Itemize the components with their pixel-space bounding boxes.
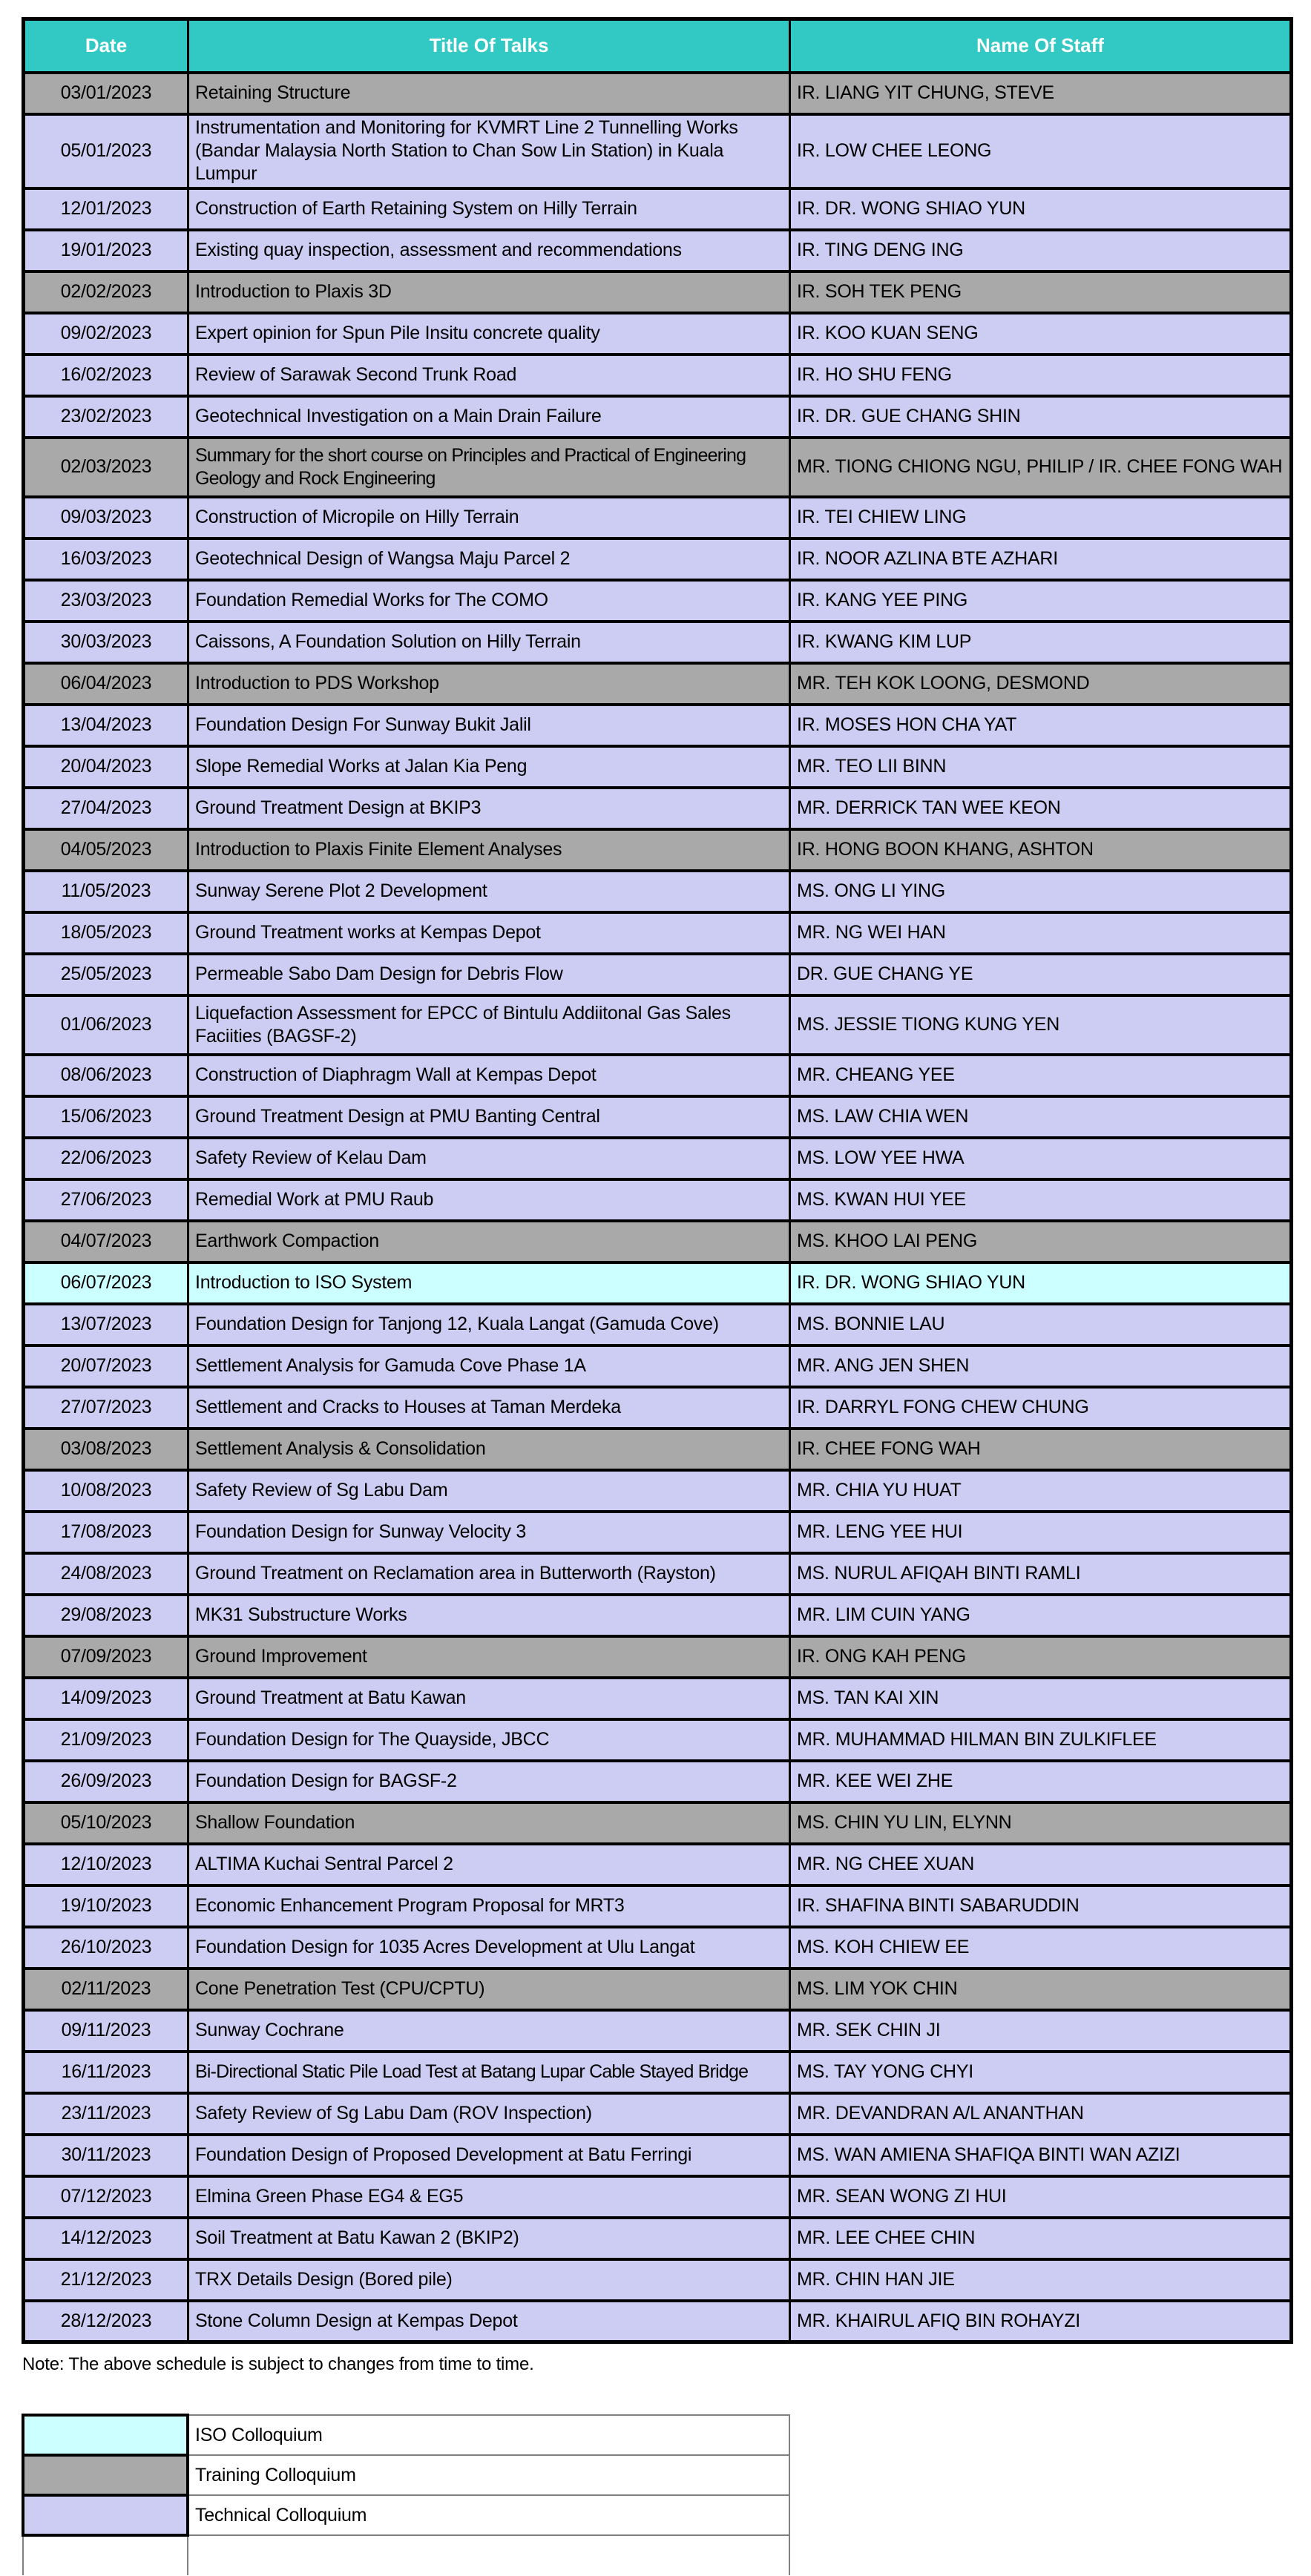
title-cell: Introduction to Plaxis 3D xyxy=(188,271,790,313)
date-cell: 06/04/2023 xyxy=(24,663,188,705)
table-row xyxy=(24,396,1292,438)
staff-cell: MR. NG CHEE XUAN xyxy=(790,1844,1292,1885)
date-cell: 09/11/2023 xyxy=(24,2010,188,2052)
staff-cell: IR. KWANG KIM LUP xyxy=(790,622,1292,663)
table-row xyxy=(24,1055,1292,1096)
date-cell: 30/11/2023 xyxy=(24,2135,188,2176)
date-cell: 23/02/2023 xyxy=(24,396,188,438)
date-cell: 08/06/2023 xyxy=(24,1055,188,1096)
title-cell: Geotechnical Investigation on a Main Drain Failure xyxy=(188,396,790,438)
table-row xyxy=(24,1470,1292,1512)
title-cell: Expert opinion for Spun Pile Insitu concrete quality xyxy=(188,313,790,355)
table-row xyxy=(24,271,1292,313)
table-header xyxy=(24,19,1292,73)
staff-cell: MR. KEE WEI ZHE xyxy=(790,1761,1292,1802)
legend-color-swatch-training xyxy=(23,2455,188,2495)
title-cell: Economic Enhancement Program Proposal for MRT3 xyxy=(188,1885,790,1927)
staff-cell: MR. DEVANDRAN A/L ANANTHAN xyxy=(790,2093,1292,2135)
date-cell: 21/12/2023 xyxy=(24,2259,188,2301)
date-cell: 06/07/2023 xyxy=(24,1262,188,1304)
staff-cell: IR. DARRYL FONG CHEW CHUNG xyxy=(790,1387,1292,1429)
date-cell: 12/01/2023 xyxy=(24,188,188,230)
legend-empty-cell xyxy=(188,2535,789,2575)
title-cell: Instrumentation and Monitoring for KVMRT Line 2 Tunnelling Works (Bandar Malaysia North Station to Chan Sow Lin Station) in Kuala Lumpur xyxy=(188,114,790,188)
staff-cell: MR. SEAN WONG ZI HUI xyxy=(790,2176,1292,2218)
title-cell: Construction of Diaphragm Wall at Kempas Depot xyxy=(188,1055,790,1096)
date-cell: 30/03/2023 xyxy=(24,622,188,663)
date-cell: 03/08/2023 xyxy=(24,1429,188,1470)
date-cell: 23/03/2023 xyxy=(24,580,188,622)
table-row xyxy=(24,1595,1292,1636)
title-cell: Foundation Design for BAGSF-2 xyxy=(188,1761,790,1802)
title-cell: Foundation Design of Proposed Development at Batu Ferringi xyxy=(188,2135,790,2176)
staff-cell: MR. LENG YEE HUI xyxy=(790,1512,1292,1553)
staff-cell: IR. SHAFINA BINTI SABARUDDIN xyxy=(790,1885,1292,1927)
staff-cell: MS. WAN AMIENA SHAFIQA BINTI WAN AZIZI xyxy=(790,2135,1292,2176)
title-cell: Caissons, A Foundation Solution on Hilly Terrain xyxy=(188,622,790,663)
date-cell: 19/01/2023 xyxy=(24,230,188,271)
title-cell: Ground Treatment at Batu Kawan xyxy=(188,1678,790,1719)
table-row xyxy=(24,497,1292,538)
schedule-table xyxy=(22,17,1293,2344)
staff-cell: IR. MOSES HON CHA YAT xyxy=(790,705,1292,746)
staff-cell: IR. DR. GUE CHANG SHIN xyxy=(790,396,1292,438)
date-cell: 13/07/2023 xyxy=(24,1304,188,1345)
date-cell: 16/02/2023 xyxy=(24,355,188,396)
staff-cell: IR. HONG BOON KHANG, ASHTON xyxy=(790,829,1292,871)
legend-label: Technical Colloquium xyxy=(188,2495,789,2535)
staff-cell: IR. LOW CHEE LEONG xyxy=(790,114,1292,188)
title-cell: Foundation Design For Sunway Bukit Jalil xyxy=(188,705,790,746)
staff-cell: MS. LOW YEE HWA xyxy=(790,1138,1292,1179)
staff-cell: MR. CHIN HAN JIE xyxy=(790,2259,1292,2301)
date-cell: 26/10/2023 xyxy=(24,1927,188,1969)
staff-cell: IR. DR. WONG SHIAO YUN xyxy=(790,1262,1292,1304)
staff-cell: MR. ANG JEN SHEN xyxy=(790,1345,1292,1387)
date-cell: 16/03/2023 xyxy=(24,538,188,580)
table-row xyxy=(24,1512,1292,1553)
staff-cell: IR. KANG YEE PING xyxy=(790,580,1292,622)
table-row xyxy=(24,230,1292,271)
table-row xyxy=(24,1096,1292,1138)
legend-table xyxy=(22,2414,790,2575)
legend-empty-cell xyxy=(23,2535,188,2575)
date-cell: 15/06/2023 xyxy=(24,1096,188,1138)
staff-cell: MS. LAW CHIA WEN xyxy=(790,1096,1292,1138)
staff-cell: MR. MUHAMMAD HILMAN BIN ZULKIFLEE xyxy=(790,1719,1292,1761)
date-cell: 05/01/2023 xyxy=(24,114,188,188)
date-cell: 21/09/2023 xyxy=(24,1719,188,1761)
column-header-staff: Name Of Staff xyxy=(790,19,1292,73)
table-row xyxy=(24,438,1292,497)
staff-cell: MR. TIONG CHIONG NGU, PHILIP / IR. CHEE FONG WAH xyxy=(790,438,1292,497)
staff-cell: MS. CHIN YU LIN, ELYNN xyxy=(790,1802,1292,1844)
table-row xyxy=(24,746,1292,788)
date-cell: 27/04/2023 xyxy=(24,788,188,829)
title-cell: Sunway Cochrane xyxy=(188,2010,790,2052)
staff-cell: IR. HO SHU FENG xyxy=(790,355,1292,396)
table-row xyxy=(24,2052,1292,2093)
title-cell: Introduction to Plaxis Finite Element Analyses xyxy=(188,829,790,871)
title-cell: ALTIMA Kuchai Sentral Parcel 2 xyxy=(188,1844,790,1885)
legend-row xyxy=(23,2455,789,2495)
table-row xyxy=(24,1138,1292,1179)
title-cell: Construction of Micropile on Hilly Terrain xyxy=(188,497,790,538)
date-cell: 27/06/2023 xyxy=(24,1179,188,1221)
table-row xyxy=(24,313,1292,355)
legend-color-swatch-iso xyxy=(23,2415,188,2455)
table-row xyxy=(24,2218,1292,2259)
staff-cell: IR. ONG KAH PENG xyxy=(790,1636,1292,1678)
staff-cell: MR. CHEANG YEE xyxy=(790,1055,1292,1096)
table-row xyxy=(24,2010,1292,2052)
staff-cell: IR. DR. WONG SHIAO YUN xyxy=(790,188,1292,230)
date-cell: 19/10/2023 xyxy=(24,1885,188,1927)
title-cell: Stone Column Design at Kempas Depot xyxy=(188,2301,790,2342)
staff-cell: MS. NURUL AFIQAH BINTI RAMLI xyxy=(790,1553,1292,1595)
staff-cell: MR. DERRICK TAN WEE KEON xyxy=(790,788,1292,829)
staff-cell: MS. TAY YONG CHYI xyxy=(790,2052,1292,2093)
schedule-body xyxy=(24,73,1292,2342)
staff-cell: MR. LIM CUIN YANG xyxy=(790,1595,1292,1636)
date-cell: 02/11/2023 xyxy=(24,1969,188,2010)
date-cell: 29/08/2023 xyxy=(24,1595,188,1636)
table-row xyxy=(24,1345,1292,1387)
table-row xyxy=(24,1553,1292,1595)
table-row xyxy=(24,1719,1292,1761)
table-row xyxy=(24,2093,1292,2135)
date-cell: 28/12/2023 xyxy=(24,2301,188,2342)
staff-cell: IR. TING DENG ING xyxy=(790,230,1292,271)
title-cell: Earthwork Compaction xyxy=(188,1221,790,1262)
staff-cell: IR. SOH TEK PENG xyxy=(790,271,1292,313)
title-cell: Foundation Design for The Quayside, JBCC xyxy=(188,1719,790,1761)
table-row xyxy=(24,1179,1292,1221)
table-row xyxy=(24,1429,1292,1470)
staff-cell: IR. KOO KUAN SENG xyxy=(790,313,1292,355)
column-header-title: Title Of Talks xyxy=(188,19,790,73)
staff-cell: IR. NOOR AZLINA BTE AZHARI xyxy=(790,538,1292,580)
title-cell: Summary for the short course on Principles and Practical of Engineering Geology and Rock Engineering xyxy=(188,438,790,497)
legend-row-partial xyxy=(23,2535,789,2575)
date-cell: 01/06/2023 xyxy=(24,995,188,1055)
column-header-date: Date xyxy=(24,19,188,73)
table-row xyxy=(24,1304,1292,1345)
table-row xyxy=(24,788,1292,829)
staff-cell: IR. CHEE FONG WAH xyxy=(790,1429,1292,1470)
table-row xyxy=(24,912,1292,954)
date-cell: 25/05/2023 xyxy=(24,954,188,995)
legend-row xyxy=(23,2495,789,2535)
table-row xyxy=(24,73,1292,114)
legend-label: Training Colloquium xyxy=(188,2455,789,2495)
staff-cell: MR. TEO LII BINN xyxy=(790,746,1292,788)
date-cell: 22/06/2023 xyxy=(24,1138,188,1179)
table-row xyxy=(24,188,1292,230)
page xyxy=(0,17,1311,2576)
table-row xyxy=(24,1678,1292,1719)
staff-cell: MS. ONG LI YING xyxy=(790,871,1292,912)
staff-cell: IR. LIANG YIT CHUNG, STEVE xyxy=(790,73,1292,114)
date-cell: 18/05/2023 xyxy=(24,912,188,954)
table-row xyxy=(24,538,1292,580)
title-cell: Ground Treatment on Reclamation area in Butterworth (Rayston) xyxy=(188,1553,790,1595)
date-cell: 05/10/2023 xyxy=(24,1802,188,1844)
staff-cell: MR. LEE CHEE CHIN xyxy=(790,2218,1292,2259)
title-cell: TRX Details Design (Bored pile) xyxy=(188,2259,790,2301)
table-row xyxy=(24,663,1292,705)
title-cell: Shallow Foundation xyxy=(188,1802,790,1844)
title-cell: Foundation Design for Sunway Velocity 3 xyxy=(188,1512,790,1553)
title-cell: Cone Penetration Test (CPU/CPTU) xyxy=(188,1969,790,2010)
title-cell: Foundation Design for 1035 Acres Development at Ulu Langat xyxy=(188,1927,790,1969)
title-cell: Foundation Design for Tanjong 12, Kuala Langat (Gamuda Cove) xyxy=(188,1304,790,1345)
table-row xyxy=(24,622,1292,663)
title-cell: Foundation Remedial Works for The COMO xyxy=(188,580,790,622)
title-cell: Construction of Earth Retaining System on Hilly Terrain xyxy=(188,188,790,230)
date-cell: 13/04/2023 xyxy=(24,705,188,746)
legend-body xyxy=(23,2415,789,2575)
title-cell: Retaining Structure xyxy=(188,73,790,114)
date-cell: 17/08/2023 xyxy=(24,1512,188,1553)
title-cell: Ground Improvement xyxy=(188,1636,790,1678)
table-row xyxy=(24,580,1292,622)
staff-cell: MS. JESSIE TIONG KUNG YEN xyxy=(790,995,1292,1055)
table-row xyxy=(24,114,1292,188)
table-row xyxy=(24,1927,1292,1969)
staff-cell: MR. KHAIRUL AFIQ BIN ROHAYZI xyxy=(790,2301,1292,2342)
title-cell: Soil Treatment at Batu Kawan 2 (BKIP2) xyxy=(188,2218,790,2259)
title-cell: Review of Sarawak Second Trunk Road xyxy=(188,355,790,396)
date-cell: 07/12/2023 xyxy=(24,2176,188,2218)
date-cell: 03/01/2023 xyxy=(24,73,188,114)
date-cell: 04/05/2023 xyxy=(24,829,188,871)
date-cell: 20/04/2023 xyxy=(24,746,188,788)
staff-cell: MR. TEH KOK LOONG, DESMOND xyxy=(790,663,1292,705)
table-row xyxy=(24,1221,1292,1262)
legend-row xyxy=(23,2415,789,2455)
title-cell: Permeable Sabo Dam Design for Debris Flow xyxy=(188,954,790,995)
table-row xyxy=(24,1761,1292,1802)
title-cell: Introduction to ISO System xyxy=(188,1262,790,1304)
table-row xyxy=(24,954,1292,995)
date-cell: 14/09/2023 xyxy=(24,1678,188,1719)
date-cell: 26/09/2023 xyxy=(24,1761,188,1802)
title-cell: Settlement Analysis for Gamuda Cove Phase 1A xyxy=(188,1345,790,1387)
date-cell: 02/03/2023 xyxy=(24,438,188,497)
date-cell: 12/10/2023 xyxy=(24,1844,188,1885)
staff-cell: MS. LIM YOK CHIN xyxy=(790,1969,1292,2010)
title-cell: Bi-Directional Static Pile Load Test at Batang Lupar Cable Stayed Bridge xyxy=(188,2052,790,2093)
title-cell: Ground Treatment Design at BKIP3 xyxy=(188,788,790,829)
date-cell: 11/05/2023 xyxy=(24,871,188,912)
legend-label: ISO Colloquium xyxy=(188,2415,789,2455)
date-cell: 09/02/2023 xyxy=(24,313,188,355)
table-row xyxy=(24,2301,1292,2342)
title-cell: Ground Treatment Design at PMU Banting Central xyxy=(188,1096,790,1138)
table-row xyxy=(24,2176,1292,2218)
table-row xyxy=(24,1636,1292,1678)
table-row xyxy=(24,2259,1292,2301)
date-cell: 24/08/2023 xyxy=(24,1553,188,1595)
date-cell: 16/11/2023 xyxy=(24,2052,188,2093)
staff-cell: DR. GUE CHANG YE xyxy=(790,954,1292,995)
title-cell: MK31 Substructure Works xyxy=(188,1595,790,1636)
title-cell: Elmina Green Phase EG4 & EG5 xyxy=(188,2176,790,2218)
date-cell: 04/07/2023 xyxy=(24,1221,188,1262)
title-cell: Safety Review of Kelau Dam xyxy=(188,1138,790,1179)
title-cell: Sunway Serene Plot 2 Development xyxy=(188,871,790,912)
staff-cell: MS. KWAN HUI YEE xyxy=(790,1179,1292,1221)
table-row xyxy=(24,1844,1292,1885)
table-row xyxy=(24,1969,1292,2010)
table-row xyxy=(24,829,1292,871)
staff-cell: MR. NG WEI HAN xyxy=(790,912,1292,954)
staff-cell: MR. SEK CHIN JI xyxy=(790,2010,1292,2052)
note-text: Note: The above schedule is subject to changes from time to time. xyxy=(22,2354,534,2374)
table-row xyxy=(24,1885,1292,1927)
staff-cell: MS. TAN KAI XIN xyxy=(790,1678,1292,1719)
date-cell: 07/09/2023 xyxy=(24,1636,188,1678)
title-cell: Remedial Work at PMU Raub xyxy=(188,1179,790,1221)
table-row xyxy=(24,871,1292,912)
title-cell: Introduction to PDS Workshop xyxy=(188,663,790,705)
table-row xyxy=(24,1262,1292,1304)
title-cell: Existing quay inspection, assessment and recommendations xyxy=(188,230,790,271)
table-row xyxy=(24,1387,1292,1429)
title-cell: Slope Remedial Works at Jalan Kia Peng xyxy=(188,746,790,788)
table-row xyxy=(24,705,1292,746)
table-row xyxy=(24,2135,1292,2176)
header-row xyxy=(24,19,1292,73)
date-cell: 09/03/2023 xyxy=(24,497,188,538)
staff-cell: IR. TEI CHIEW LING xyxy=(790,497,1292,538)
staff-cell: MR. CHIA YU HUAT xyxy=(790,1470,1292,1512)
legend-color-swatch-technical xyxy=(23,2495,188,2535)
table-row xyxy=(24,1802,1292,1844)
title-cell: Geotechnical Design of Wangsa Maju Parcel 2 xyxy=(188,538,790,580)
title-cell: Settlement and Cracks to Houses at Taman Merdeka xyxy=(188,1387,790,1429)
staff-cell: MS. KHOO LAI PENG xyxy=(790,1221,1292,1262)
date-cell: 10/08/2023 xyxy=(24,1470,188,1512)
date-cell: 20/07/2023 xyxy=(24,1345,188,1387)
staff-cell: MS. KOH CHIEW EE xyxy=(790,1927,1292,1969)
date-cell: 27/07/2023 xyxy=(24,1387,188,1429)
title-cell: Settlement Analysis & Consolidation xyxy=(188,1429,790,1470)
title-cell: Ground Treatment works at Kempas Depot xyxy=(188,912,790,954)
title-cell: Liquefaction Assessment for EPCC of Bintulu Addiitonal Gas Sales Faciities (BAGSF-2) xyxy=(188,995,790,1055)
table-row xyxy=(24,995,1292,1055)
title-cell: Safety Review of Sg Labu Dam (ROV Inspection) xyxy=(188,2093,790,2135)
date-cell: 23/11/2023 xyxy=(24,2093,188,2135)
table-row xyxy=(24,355,1292,396)
date-cell: 02/02/2023 xyxy=(24,271,188,313)
staff-cell: MS. BONNIE LAU xyxy=(790,1304,1292,1345)
title-cell: Safety Review of Sg Labu Dam xyxy=(188,1470,790,1512)
date-cell: 14/12/2023 xyxy=(24,2218,188,2259)
